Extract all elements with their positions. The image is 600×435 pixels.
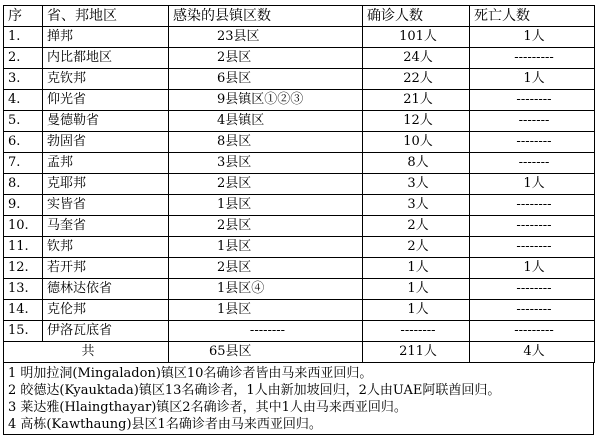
table-row bbox=[4, 300, 595, 321]
row-townships: 3县区 bbox=[169, 153, 363, 174]
footnote: 2 皎德达(Kyauktada)镇区13名确诊者，1人由新加坡回归，2人由UAE阿联酋回归。 bbox=[8, 383, 501, 398]
footnotes bbox=[3, 363, 594, 435]
row-townships: 1县区 bbox=[169, 195, 363, 216]
row-townships: 23县区 bbox=[169, 27, 363, 48]
row-seq: 2. bbox=[4, 48, 43, 69]
row-seq: 15. bbox=[4, 321, 43, 342]
row-townships: 2县区 bbox=[169, 174, 363, 195]
row-seq: 11. bbox=[4, 237, 43, 258]
row-townships: 1县区④ bbox=[169, 279, 363, 300]
row-townships: 8县区 bbox=[169, 132, 363, 153]
footnote: 1 明加拉洞(Mingaladon)镇区10名确诊者皆由马来西亚回归。 bbox=[8, 366, 373, 381]
row-seq: 5. bbox=[4, 111, 43, 132]
row-region: 马奎省 bbox=[43, 216, 169, 237]
row-region: 克耶邦 bbox=[43, 174, 169, 195]
row-confirmed: 3人 bbox=[363, 195, 470, 216]
table-row bbox=[4, 132, 595, 153]
table-row bbox=[4, 258, 595, 279]
header-seq: 序 bbox=[4, 6, 43, 27]
row-confirmed: 12人 bbox=[363, 111, 470, 132]
table-row bbox=[4, 27, 595, 48]
row-seq: 4. bbox=[4, 90, 43, 111]
table-row bbox=[4, 69, 595, 90]
table-row bbox=[4, 48, 595, 69]
row-deaths: 1人 bbox=[470, 258, 595, 279]
row-seq: 12. bbox=[4, 258, 43, 279]
row-seq: 1. bbox=[4, 27, 43, 48]
row-region: 勃固省 bbox=[43, 132, 169, 153]
row-townships: 9县镇区①②③ bbox=[169, 90, 363, 111]
row-seq: 13. bbox=[4, 279, 43, 300]
row-townships: 6县区 bbox=[169, 69, 363, 90]
row-townships: -------- bbox=[169, 321, 363, 342]
row-region: 伊洛瓦底省 bbox=[43, 321, 169, 342]
total-confirmed: 211人 bbox=[363, 342, 470, 363]
header-townships: 感染的县镇区数 bbox=[169, 6, 363, 27]
table-row bbox=[4, 90, 595, 111]
row-seq: 10. bbox=[4, 216, 43, 237]
row-townships: 1县区 bbox=[169, 300, 363, 321]
row-seq: 7. bbox=[4, 153, 43, 174]
row-confirmed: 1人 bbox=[363, 300, 470, 321]
row-deaths: 1人 bbox=[470, 174, 595, 195]
row-deaths: --------- bbox=[470, 321, 595, 342]
row-deaths: 1人 bbox=[470, 27, 595, 48]
row-seq: 14. bbox=[4, 300, 43, 321]
row-deaths: --------- bbox=[470, 48, 595, 69]
row-seq: 3. bbox=[4, 69, 43, 90]
row-region: 克伦邦 bbox=[43, 300, 169, 321]
table-body bbox=[4, 27, 595, 342]
row-confirmed: 21人 bbox=[363, 90, 470, 111]
row-confirmed: 1人 bbox=[363, 279, 470, 300]
row-region: 若开邦 bbox=[43, 258, 169, 279]
total-townships: 65县区 bbox=[169, 342, 363, 363]
header-confirmed: 确诊人数 bbox=[363, 6, 470, 27]
row-deaths: -------- bbox=[470, 237, 595, 258]
table-row bbox=[4, 321, 595, 342]
row-deaths: -------- bbox=[470, 300, 595, 321]
row-deaths: -------- bbox=[470, 216, 595, 237]
row-region: 仰光省 bbox=[43, 90, 169, 111]
table-row bbox=[4, 279, 595, 300]
row-region: 克钦邦 bbox=[43, 69, 169, 90]
row-townships: 2县区 bbox=[169, 48, 363, 69]
header-deaths: 死亡人数 bbox=[470, 6, 595, 27]
row-region: 德林达依省 bbox=[43, 279, 169, 300]
row-confirmed: 101人 bbox=[363, 27, 470, 48]
row-townships: 1县区 bbox=[169, 237, 363, 258]
row-townships: 2县区 bbox=[169, 216, 363, 237]
row-seq: 8. bbox=[4, 174, 43, 195]
row-deaths: -------- bbox=[470, 90, 595, 111]
document bbox=[3, 5, 594, 435]
row-townships: 2县区 bbox=[169, 258, 363, 279]
table-row bbox=[4, 111, 595, 132]
row-region: 实皆省 bbox=[43, 195, 169, 216]
row-seq: 9. bbox=[4, 195, 43, 216]
row-confirmed: -------- bbox=[363, 321, 470, 342]
footnote: 4 高栋(Kawthaung)县区1名确诊者由马来西亚回归。 bbox=[8, 417, 322, 432]
row-confirmed: 22人 bbox=[363, 69, 470, 90]
row-confirmed: 2人 bbox=[363, 237, 470, 258]
row-deaths: ------- bbox=[470, 111, 595, 132]
row-deaths: 1人 bbox=[470, 69, 595, 90]
row-region: 掸邦 bbox=[43, 27, 169, 48]
row-townships: 4县镇区 bbox=[169, 111, 363, 132]
total-label: 共 bbox=[4, 342, 169, 363]
row-confirmed: 24人 bbox=[363, 48, 470, 69]
row-region: 内比都地区 bbox=[43, 48, 169, 69]
table-row bbox=[4, 153, 595, 174]
row-deaths: -------- bbox=[470, 132, 595, 153]
table-header-row bbox=[4, 6, 595, 27]
row-confirmed: 3人 bbox=[363, 174, 470, 195]
covid-case-table bbox=[3, 5, 595, 363]
table-row bbox=[4, 195, 595, 216]
total-row bbox=[4, 342, 595, 363]
row-confirmed: 8人 bbox=[363, 153, 470, 174]
row-seq: 6. bbox=[4, 132, 43, 153]
row-region: 钦邦 bbox=[43, 237, 169, 258]
row-confirmed: 1人 bbox=[363, 258, 470, 279]
total-deaths: 4人 bbox=[470, 342, 595, 363]
table-row bbox=[4, 174, 595, 195]
row-confirmed: 10人 bbox=[363, 132, 470, 153]
header-region: 省、邦地区 bbox=[43, 6, 169, 27]
row-region: 曼德勒省 bbox=[43, 111, 169, 132]
table-row bbox=[4, 216, 595, 237]
row-deaths: -------- bbox=[470, 279, 595, 300]
row-confirmed: 2人 bbox=[363, 216, 470, 237]
row-deaths: ------- bbox=[470, 153, 595, 174]
row-deaths: -------- bbox=[470, 195, 595, 216]
table-row bbox=[4, 237, 595, 258]
footnote: 3 莱达雅(Hlaingthayar)镇区2名确诊者，其中1人由马来西亚回归。 bbox=[8, 400, 407, 415]
row-region: 孟邦 bbox=[43, 153, 169, 174]
